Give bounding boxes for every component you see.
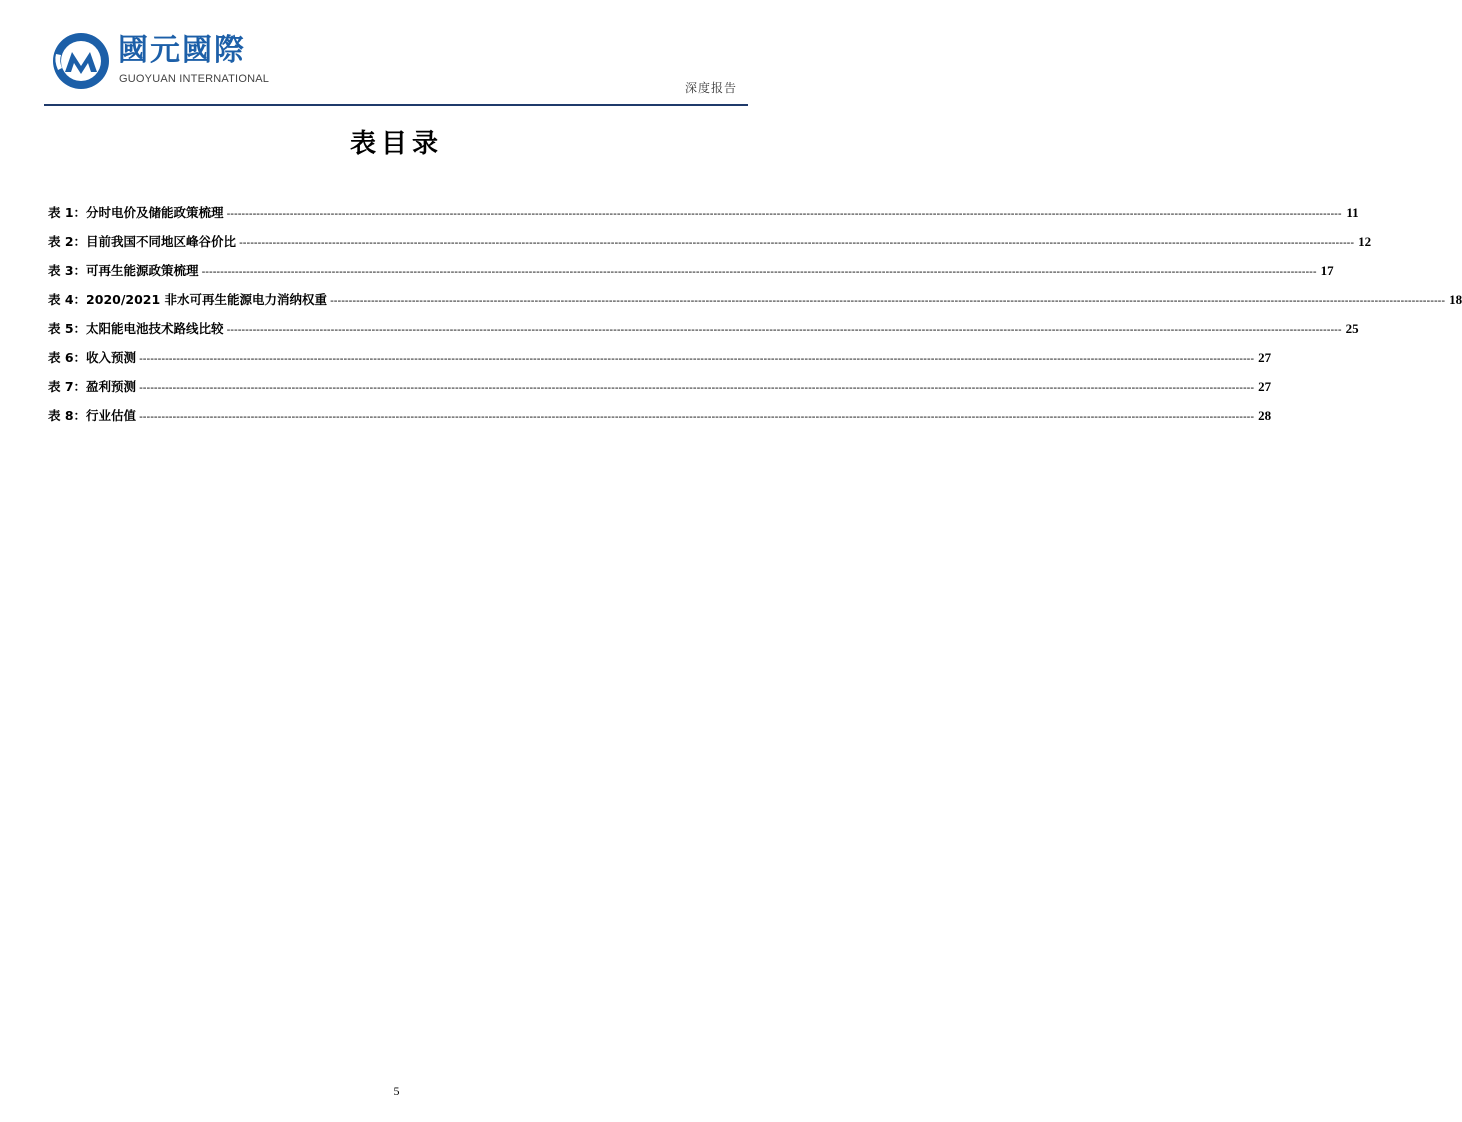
toc-entry-label[interactable]: 表 6：收入预测	[48, 350, 137, 365]
brand-name-chinese: 國元國際	[118, 33, 246, 68]
toc-dot-leader: ------------------------------------------------------------------------------------------------------------------------------------------------------------------------------------------------------------------------------------------------------------------------------------------------------------	[139, 352, 1255, 365]
toc-dot-leader: ------------------------------------------------------------------------------------------------------------------------------------------------------------------------------------------------------------------------------------------------------------------------------------------------------------	[330, 294, 1446, 307]
toc-dot-leader: ------------------------------------------------------------------------------------------------------------------------------------------------------------------------------------------------------------------------------------------------------------------------------------------------------------	[239, 236, 1355, 249]
guoyuan-logo-icon	[52, 32, 110, 90]
toc-dot-leader: ------------------------------------------------------------------------------------------------------------------------------------------------------------------------------------------------------------------------------------------------------------------------------------------------------------	[139, 381, 1255, 394]
brand-name-english: GUOYUAN INTERNATIONAL	[119, 73, 270, 85]
toc-entry[interactable]	[48, 348, 1272, 377]
toc-entry-label[interactable]: 表 1：分时电价及储能政策梳理	[48, 205, 224, 220]
page-number: 5	[393, 1084, 400, 1098]
toc-dot-leader: ------------------------------------------------------------------------------------------------------------------------------------------------------------------------------------------------------------------------------------------------------------------------------------------------------------	[201, 265, 1317, 278]
page-header	[0, 0, 793, 110]
toc-entry-page[interactable]: 27	[1258, 379, 1272, 394]
toc-entry[interactable]	[48, 290, 1462, 319]
toc-entry-label[interactable]: 表 2：目前我国不同地区峰谷价比	[48, 234, 237, 249]
toc-entry-page[interactable]: 27	[1258, 350, 1272, 365]
toc-entry-page[interactable]: 11	[1346, 205, 1359, 220]
toc-entry[interactable]	[48, 232, 1372, 261]
toc-entry[interactable]	[48, 261, 1334, 290]
report-type-label: 深度报告	[684, 81, 737, 95]
toc-entry[interactable]	[48, 203, 1359, 232]
toc-entry-page[interactable]: 28	[1258, 408, 1272, 423]
toc-entry-label[interactable]: 表 7：盈利预测	[48, 379, 137, 394]
toc-entry-page[interactable]: 25	[1345, 321, 1359, 336]
table-of-contents	[48, 203, 1462, 435]
toc-entry[interactable]	[48, 319, 1359, 348]
toc-entry[interactable]	[48, 406, 1272, 435]
toc-dot-leader: ------------------------------------------------------------------------------------------------------------------------------------------------------------------------------------------------------------------------------------------------------------------------------------------------------------	[226, 323, 1342, 336]
toc-entry-label[interactable]: 表 3：可再生能源政策梳理	[48, 263, 199, 278]
toc-entry-label[interactable]: 表 8：行业估值	[48, 408, 137, 423]
toc-entry-page[interactable]: 12	[1358, 234, 1372, 249]
toc-entry-page[interactable]: 17	[1320, 263, 1334, 278]
page-title: 表目录	[349, 129, 443, 159]
header-divider	[44, 104, 748, 106]
toc-dot-leader: ------------------------------------------------------------------------------------------------------------------------------------------------------------------------------------------------------------------------------------------------------------------------------------------------------------	[226, 207, 1342, 220]
toc-dot-leader: ------------------------------------------------------------------------------------------------------------------------------------------------------------------------------------------------------------------------------------------------------------------------------------------------------------	[139, 410, 1255, 423]
toc-entry-label[interactable]: 表 4：2020/2021 非水可再生能源电力消纳权重	[48, 292, 328, 307]
toc-entry[interactable]	[48, 377, 1272, 406]
toc-entry-page[interactable]: 18	[1449, 292, 1462, 307]
toc-entry-label[interactable]: 表 5：太阳能电池技术路线比较	[48, 321, 224, 336]
